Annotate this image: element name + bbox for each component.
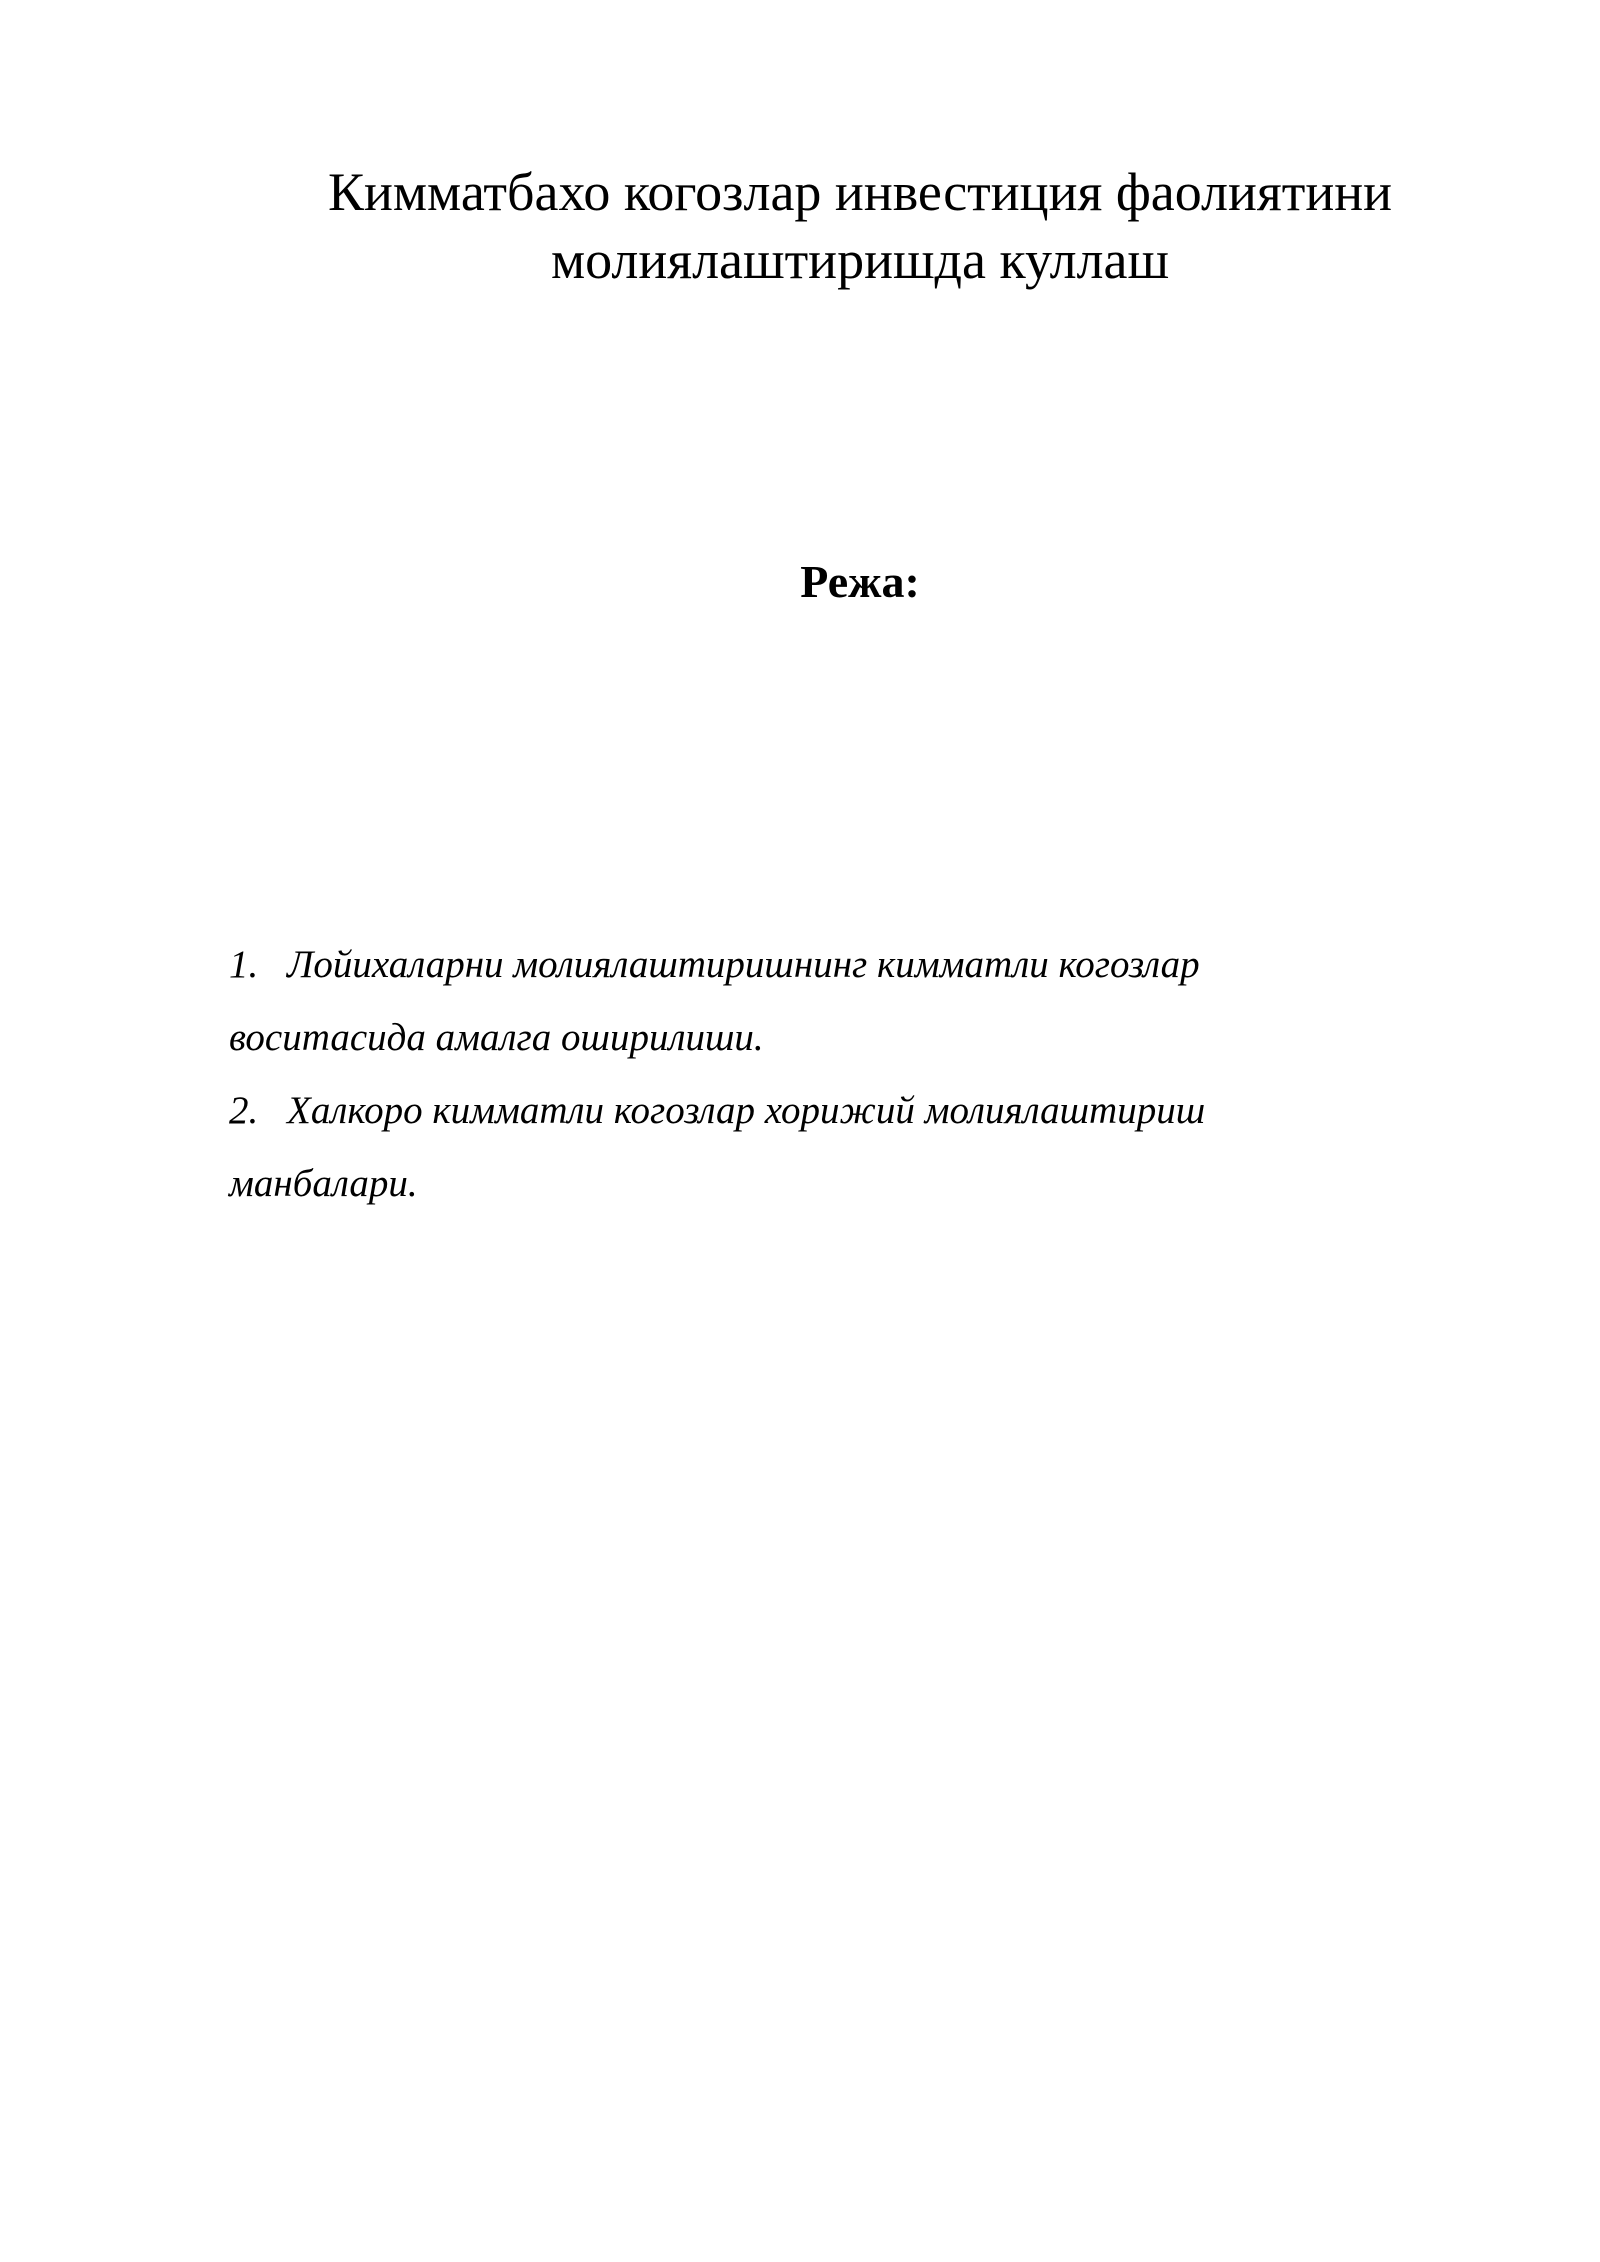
title-line: Кимматбахо когозлар инвестиция фаолиятини — [327, 162, 1393, 222]
plan-item-number: 2. — [229, 1089, 259, 1132]
plan-item-number: 1. — [229, 943, 259, 986]
plan-item-line — [229, 928, 1389, 1001]
plan-item — [229, 928, 1389, 1074]
plan-list — [229, 928, 1389, 1220]
title-line: молиялаштиришда куллаш — [550, 230, 1170, 290]
plan-item-text: Халкоро кимматли когозлар хорижий молиялаштириш — [287, 1089, 1206, 1132]
plan-item-text: Лойихаларни молиялаштиришнинг кимматли когозлар — [287, 943, 1200, 986]
plan-heading: Режа: — [800, 556, 920, 607]
plan-item-line: воситасида амалга оширилиши. — [229, 1016, 764, 1059]
plan-item-line — [229, 1074, 1389, 1147]
plan-item-line: манбалари. — [229, 1162, 418, 1205]
document-title — [230, 158, 1490, 294]
plan-item — [229, 1074, 1389, 1220]
